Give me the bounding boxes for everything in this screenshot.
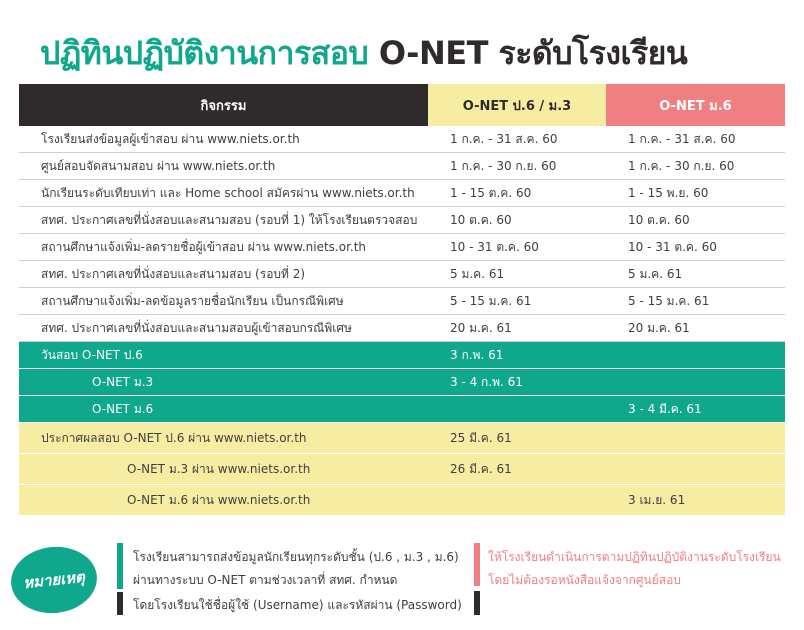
header-activity: กิจกรรม: [19, 84, 428, 126]
m3-date-cell: 1 ก.ค. - 30 ก.ย. 60: [428, 153, 606, 180]
note-badge-label: หมายเหตุ: [22, 567, 86, 593]
exam-m6-date-cell: [606, 342, 785, 369]
table-row: [19, 234, 785, 261]
m6-date-cell: 5 ม.ค. 61: [606, 261, 785, 288]
m3-date-cell: 1 - 15 ต.ค. 60: [428, 180, 606, 207]
exam-activity-cell: O-NET ม.3: [19, 369, 428, 396]
activity-cell: ศูนย์สอบจัดสนามสอบ ผ่าน www.niets.or.th: [19, 153, 428, 180]
table-row: [19, 207, 785, 234]
exam-m3-date-cell: 3 ก.พ. 61: [428, 342, 606, 369]
note-badge: [8, 543, 100, 618]
table-row: [19, 261, 785, 288]
announce-row: [19, 423, 785, 454]
m6-date-cell: 1 - 15 พ.ย. 60: [606, 180, 785, 207]
announce-activity-cell: O-NET ม.6 ผ่าน www.niets.or.th: [19, 485, 428, 516]
title-accent: O-NET ระดับโรงเรียน: [378, 34, 688, 72]
announce-m6-date-cell: [606, 423, 785, 454]
exam-m3-date-cell: 3 - 4 ก.พ. 61: [428, 369, 606, 396]
exam-row: [19, 396, 785, 423]
activity-cell: สทศ. ประกาศเลขที่นั่งสอบและสนามสอบผู้เข้าสอบกรณีพิเศษ: [19, 315, 428, 342]
exam-activity-cell: O-NET ม.6: [19, 396, 428, 423]
note-right-line-2: โดยไม่ต้องรอหนังสือแจ้งจากศูนย์สอบ: [488, 573, 681, 587]
announce-m6-date-cell: 3 เม.ย. 61: [606, 485, 785, 516]
table-row: [19, 153, 785, 180]
announce-row: [19, 454, 785, 485]
table-row: [19, 180, 785, 207]
m3-date-cell: 20 ม.ค. 61: [428, 315, 606, 342]
activity-cell: สทศ. ประกาศเลขที่นั่งสอบและสนามสอบ (รอบที่ 2): [19, 261, 428, 288]
note-accent-bar-teal: [117, 543, 123, 589]
exam-activity-cell: วันสอบ O-NET ป.6: [19, 342, 428, 369]
note-accent-bar-dark: [117, 592, 123, 615]
exam-m6-date-cell: 3 - 4 มี.ค. 61: [606, 396, 785, 423]
table-row: [19, 126, 785, 153]
exam-m6-date-cell: [606, 369, 785, 396]
announce-m3-date-cell: [428, 485, 606, 516]
table-header-row: [19, 84, 785, 126]
m3-date-cell: 10 ต.ค. 60: [428, 207, 606, 234]
exam-m3-date-cell: [428, 396, 606, 423]
note-accent-bar-dark-right: [474, 591, 480, 615]
header-onet-m6: O-NET ม.6: [606, 84, 785, 126]
m3-date-cell: 5 - 15 ม.ค. 61: [428, 288, 606, 315]
title-main: ปฏิทินปฏิบัติงานการสอบ: [40, 34, 369, 72]
announce-m3-date-cell: 26 มี.ค. 61: [428, 454, 606, 485]
exam-row: [19, 342, 785, 369]
activity-cell: สทศ. ประกาศเลขที่นั่งสอบและสนามสอบ (รอบที่ 1) ให้โรงเรียนตรวจสอบ: [19, 207, 428, 234]
announce-activity-cell: ประกาศผลสอบ O-NET ป.6 ผ่าน www.niets.or.th: [19, 423, 428, 454]
activity-cell: นักเรียนระดับเทียบเท่า และ Home school สมัครผ่าน www.niets.or.th: [19, 180, 428, 207]
note-line-1: โรงเรียนสามารถส่งข้อมูลนักเรียนทุกระดับชั้น (ป.6 , ม.3 , ม.6): [133, 550, 459, 564]
header-onet-m3: O-NET ป.6 / ม.3: [428, 84, 606, 126]
m6-date-cell: 10 ต.ค. 60: [606, 207, 785, 234]
announce-row: [19, 485, 785, 516]
announce-m6-date-cell: [606, 454, 785, 485]
m3-date-cell: 5 ม.ค. 61: [428, 261, 606, 288]
activity-cell: สถานศึกษาแจ้งเพิ่ม-ลดข้อมูลรายชื่อนักเรียน เป็นกรณีพิเศษ: [19, 288, 428, 315]
m3-date-cell: 10 - 31 ต.ค. 60: [428, 234, 606, 261]
m6-date-cell: 1 ก.ค. - 30 ก.ย. 60: [606, 153, 785, 180]
exam-row: [19, 369, 785, 396]
m6-date-cell: 20 ม.ค. 61: [606, 315, 785, 342]
m6-date-cell: 1 ก.ค. - 31 ส.ค. 60: [606, 126, 785, 153]
note-line-3: โดยโรงเรียนใช้ชื่อผู้ใช้ (Username) และรหัสผ่าน (Password): [133, 598, 462, 612]
m6-date-cell: 5 - 15 ม.ค. 61: [606, 288, 785, 315]
table-row: [19, 315, 785, 342]
schedule-table: [19, 84, 785, 516]
activity-cell: โรงเรียนส่งข้อมูลผู้เข้าสอบ ผ่าน www.niets.or.th: [19, 126, 428, 153]
m6-date-cell: 10 - 31 ต.ค. 60: [606, 234, 785, 261]
note-right-line-1: ให้โรงเรียนดำเนินการตามปฏิทินปฏิบัติงานระดับโรงเรียน: [488, 550, 781, 564]
announce-m3-date-cell: 25 มี.ค. 61: [428, 423, 606, 454]
page-title: [40, 28, 687, 79]
announce-activity-cell: O-NET ม.3 ผ่าน www.niets.or.th: [19, 454, 428, 485]
note-accent-bar-pink: [474, 543, 480, 586]
table-row: [19, 288, 785, 315]
activity-cell: สถานศึกษาแจ้งเพิ่ม-ลดรายชื่อผู้เข้าสอบ ผ่าน www.niets.or.th: [19, 234, 428, 261]
note-line-2: ผ่านทางระบบ O-NET ตามช่วงเวลาที่ สทศ. กำหนด: [133, 573, 398, 587]
m3-date-cell: 1 ก.ค. - 31 ส.ค. 60: [428, 126, 606, 153]
